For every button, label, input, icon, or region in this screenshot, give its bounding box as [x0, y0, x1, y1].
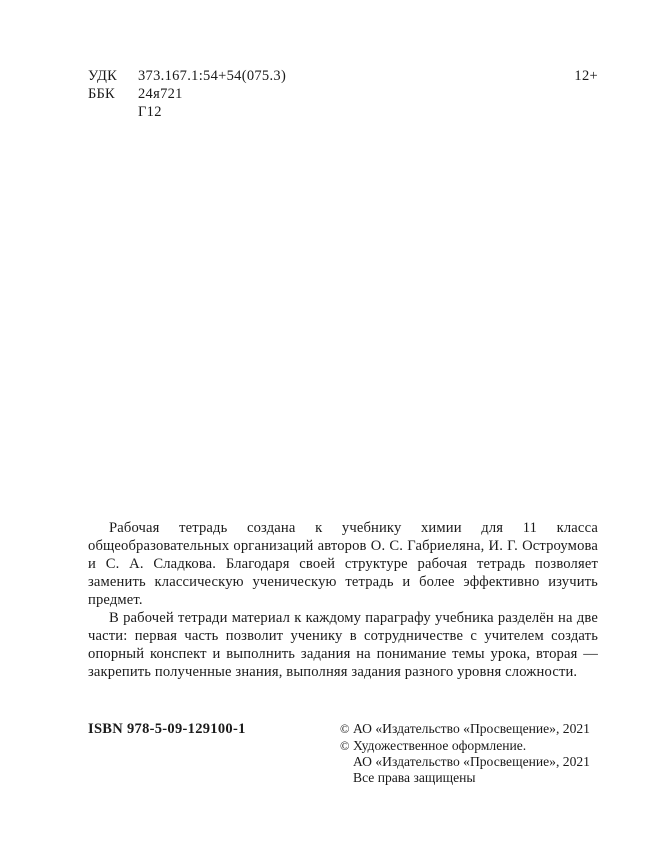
copyright-icon: ©: [340, 738, 350, 753]
author-sign-row: [88, 104, 598, 122]
age-rating-badge: 12+: [574, 68, 598, 84]
bbk-label: ББК: [88, 86, 115, 102]
author-sign-value: Г12: [138, 104, 162, 120]
copyright-line: [340, 721, 598, 738]
copyright-line: [340, 770, 598, 786]
copyright-line-text: АО «Издательство «Просвещение», 2021: [353, 754, 590, 770]
copyright-icon: ©: [340, 722, 350, 736]
copyright-line: [340, 738, 598, 755]
copyright-line-text: Художественное оформление.: [353, 737, 527, 753]
annotation-text: [88, 519, 598, 681]
classification-block: [88, 68, 598, 122]
copyright-line-text: Все права защищены: [353, 769, 476, 785]
udk-label: УДК: [88, 68, 117, 84]
udk-value: 373.167.1:54+54(075.3): [138, 68, 287, 84]
copyright-line: [340, 754, 598, 770]
annotation-paragraph: Рабочая тетрадь создана к учебнику химии для 11 класса общеобразовательных организаций авторов О. С. Габриеляна, И. Г. Остроумова и С. А. Сладкова. Благодаря своей структуре рабочая тетрадь позволяет заменить классическую ученическую тетрадь и более эффективно изучить предмет.: [88, 520, 598, 608]
isbn-text: ISBN 978-5-09-129100-1: [88, 721, 246, 737]
udk-row: [88, 68, 598, 86]
copyright-block: [340, 721, 598, 785]
copyright-line-text: АО «Издательство «Просвещение», 2021: [353, 721, 590, 736]
bbk-value: 24я721: [138, 86, 183, 102]
annotation-paragraph: В рабочей тетради материал к каждому параграфу учебника разделён на две части: первая часть позволит ученику в сотрудничестве с учителем создать опорный конспект и выполнить задания на понимание темы урока, вторая — закрепить полученные знания, выполняя задания разного уровня сложности.: [88, 610, 598, 680]
bbk-row: [88, 86, 598, 104]
